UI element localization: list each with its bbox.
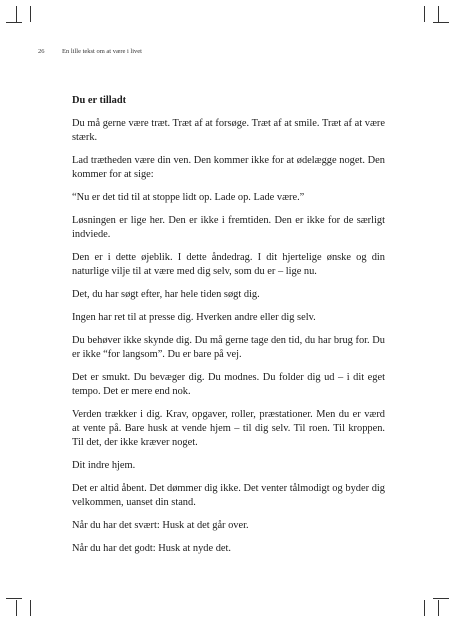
paragraph: Løsningen er lige her. Den er ikke i fremtiden. Den er ikke for de særligt indviede. bbox=[72, 215, 385, 240]
crop-mark bbox=[438, 6, 439, 22]
paragraph: Den er i dette øjeblik. I dette åndedrag. I dit hjertelige ønske og din naturlige vilje til at være med dig selv, som du er – lige nu. bbox=[72, 252, 385, 277]
page-number: 26 bbox=[38, 48, 45, 55]
paragraph: Ingen har ret til at presse dig. Hverken andre eller dig selv. bbox=[72, 312, 316, 323]
crop-mark bbox=[424, 600, 425, 616]
crop-mark bbox=[433, 598, 449, 599]
crop-mark bbox=[438, 600, 439, 616]
crop-mark bbox=[30, 6, 31, 22]
crop-mark bbox=[6, 598, 22, 599]
crop-mark bbox=[16, 600, 17, 616]
paragraph: Verden trækker i dig. Krav, opgaver, roller, præstationer. Men du er værd at vente på. Bare husk at vende hjem – til dig selv. Til roen. Til kroppen. Til det, der ikke kræver noget. bbox=[72, 409, 385, 448]
paragraph: Dit indre hjem. bbox=[72, 460, 136, 471]
paragraph: Du må gerne være træt. Træt af at forsøge. Træt af at smile. Træt af at være stærk. bbox=[72, 118, 385, 143]
crop-mark bbox=[433, 22, 449, 23]
crop-mark bbox=[424, 6, 425, 22]
paragraph: Når du har det svært: Husk at det går over. bbox=[72, 520, 249, 531]
crop-mark bbox=[30, 600, 31, 616]
body-text bbox=[72, 94, 385, 565]
paragraph: Lad trætheden være din ven. Den kommer ikke for at ødelægge noget. Den kommer for at sige: bbox=[72, 155, 385, 180]
crop-mark bbox=[16, 6, 17, 22]
paragraph: Det er smukt. Du bevæger dig. Du modnes. Du folder dig ud – i dit eget tempo. Det er mere end nok. bbox=[72, 372, 385, 397]
section-heading: Du er tilladt bbox=[72, 95, 127, 106]
paragraph: Det er altid åbent. Det dømmer dig ikke. Det venter tålmodigt og byder dig velkommen, uanset din stand. bbox=[72, 483, 385, 508]
paragraph: Du behøver ikke skynde dig. Du må gerne tage den tid, du har brug for. Du er ikke “for langsom”. Du er bare på vej. bbox=[72, 335, 385, 360]
paragraph: Når du har det godt: Husk at nyde det. bbox=[72, 543, 231, 554]
running-title: En lille tekst om at være i livet bbox=[62, 48, 142, 55]
crop-mark bbox=[6, 22, 22, 23]
paragraph: “Nu er det tid til at stoppe lidt op. Lade op. Lade være.” bbox=[72, 192, 305, 203]
running-header bbox=[38, 48, 417, 55]
paragraph: Det, du har søgt efter, har hele tiden søgt dig. bbox=[72, 289, 260, 300]
